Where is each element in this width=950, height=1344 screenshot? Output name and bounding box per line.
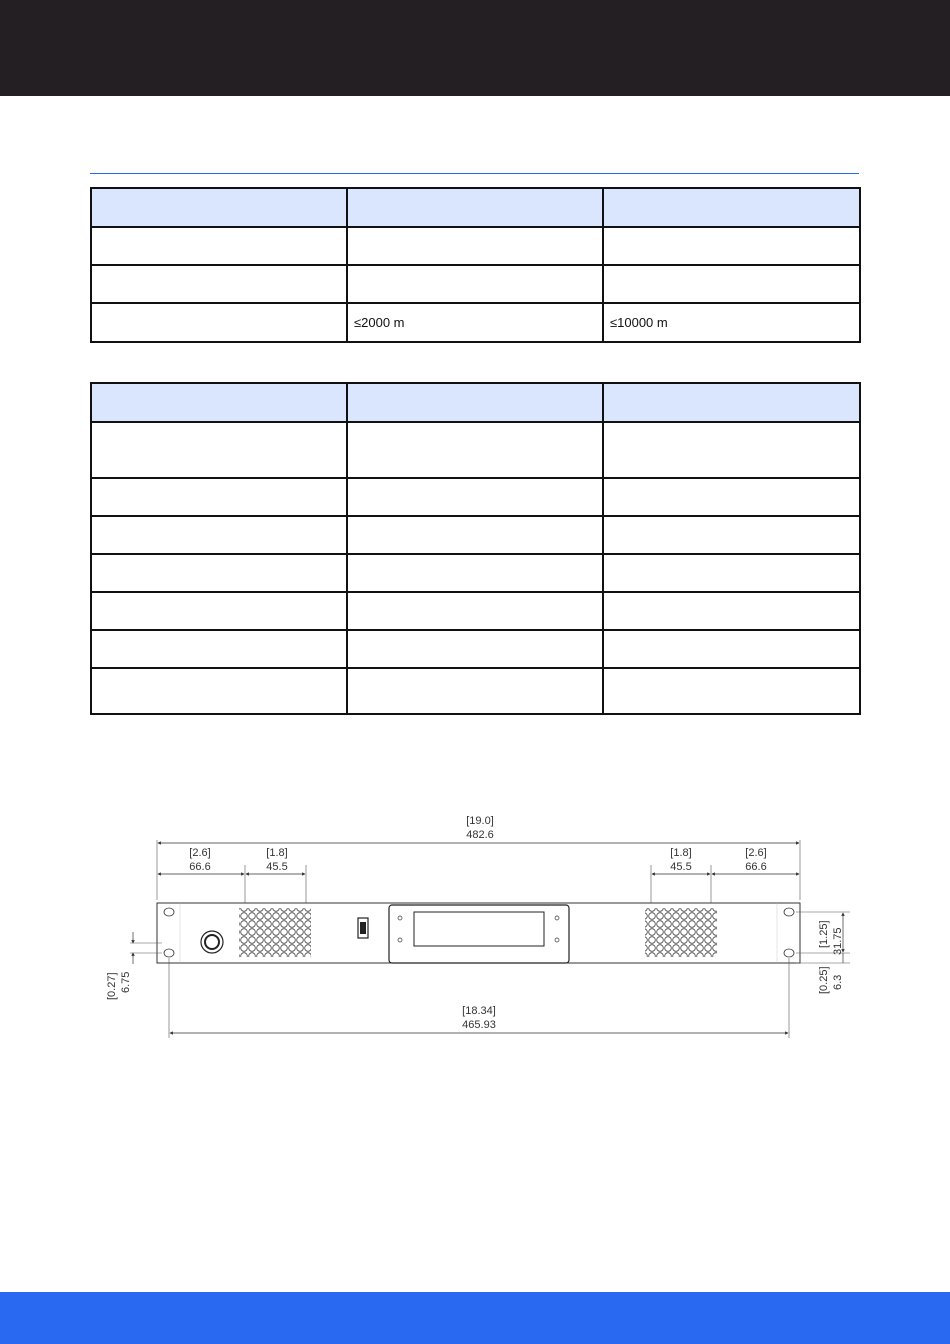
table-cell [603, 592, 860, 630]
dim-left-edge-in: [2.6] [189, 847, 211, 859]
dim-left-edge-mm: 66.6 [189, 861, 211, 873]
table-cell: ≤2000 m [347, 303, 603, 342]
table-cell [91, 227, 347, 265]
table-row [91, 630, 860, 668]
table-header-cell [603, 188, 860, 227]
table-cell [91, 516, 347, 554]
table-row [91, 554, 860, 592]
table-cell [91, 478, 347, 516]
right-vent-grille [645, 908, 717, 957]
table-header-cell [91, 188, 347, 227]
dim-right-edge-mm: 66.6 [745, 861, 767, 873]
table-cell: ≤10000 m [603, 303, 860, 342]
table-cell [347, 630, 603, 668]
dim-left-offset-mm: 6.75 [120, 971, 132, 993]
table-cell [347, 554, 603, 592]
dim-bottom-offset-in: [0.25] [818, 966, 830, 994]
left-vent-grille [239, 908, 311, 957]
dimension-left-vent [246, 847, 306, 912]
table-row [91, 516, 860, 554]
dimension-hole-vertical [796, 912, 850, 955]
dim-overall-width-mm: 482.6 [466, 829, 494, 841]
table-row [91, 422, 860, 478]
dimension-bottom-offset [796, 953, 850, 994]
table-cell [347, 478, 603, 516]
dim-hole-vertical-mm: 31.75 [832, 927, 844, 955]
table-cell [91, 630, 347, 668]
table-cell [347, 668, 603, 714]
table-cell [603, 668, 860, 714]
spec-table-1 [90, 187, 861, 343]
dim-hole-span-mm: 465.93 [462, 1019, 496, 1031]
table-header-row [91, 383, 860, 422]
rack-unit-dimension-drawing [100, 800, 860, 1050]
header-bar [0, 0, 950, 96]
table-cell [347, 227, 603, 265]
footer-bar [0, 1292, 950, 1344]
table-row [91, 592, 860, 630]
table-row [91, 303, 860, 342]
table-cell [347, 516, 603, 554]
dimension-left-offset [106, 932, 162, 1000]
table-cell [91, 422, 347, 478]
dim-left-offset-in: [0.27] [106, 972, 118, 1000]
section-divider [90, 173, 859, 174]
table-row [91, 227, 860, 265]
dimension-right-vent [651, 847, 711, 912]
table-header-cell [347, 188, 603, 227]
dimension-hole-span [169, 958, 789, 1038]
table-cell [603, 478, 860, 516]
dim-hole-span-in: [18.34] [462, 1005, 496, 1017]
table-cell [603, 265, 860, 303]
dimension-right-edge [712, 847, 799, 874]
table-header-cell [603, 383, 860, 422]
table-cell [91, 303, 347, 342]
dimension-left-edge [158, 847, 245, 912]
table-row [91, 478, 860, 516]
dim-right-edge-in: [2.6] [745, 847, 767, 859]
table-cell [347, 592, 603, 630]
dim-right-vent-mm: 45.5 [670, 861, 692, 873]
spec-table-2 [90, 382, 861, 715]
dim-overall-width-in: [19.0] [466, 815, 494, 827]
table-header-cell [347, 383, 603, 422]
table-header-row [91, 188, 860, 227]
table-row [91, 668, 860, 714]
table-cell [91, 668, 347, 714]
table-cell [603, 422, 860, 478]
table-cell [603, 227, 860, 265]
table-cell [91, 554, 347, 592]
table-cell [91, 592, 347, 630]
table-cell [347, 422, 603, 478]
table-cell [347, 265, 603, 303]
table-cell [603, 630, 860, 668]
table-cell [91, 265, 347, 303]
table-header-cell [91, 383, 347, 422]
dim-right-vent-in: [1.8] [670, 847, 692, 859]
table-row [91, 265, 860, 303]
dimension-overall-width [157, 815, 800, 900]
display-screen [389, 905, 569, 963]
dim-left-vent-mm: 45.5 [266, 861, 288, 873]
dim-left-vent-in: [1.8] [266, 847, 288, 859]
table-cell [603, 516, 860, 554]
table-cell [603, 554, 860, 592]
dim-bottom-offset-mm: 6.3 [832, 974, 844, 990]
dim-hole-vertical-in: [1.25] [818, 920, 830, 948]
